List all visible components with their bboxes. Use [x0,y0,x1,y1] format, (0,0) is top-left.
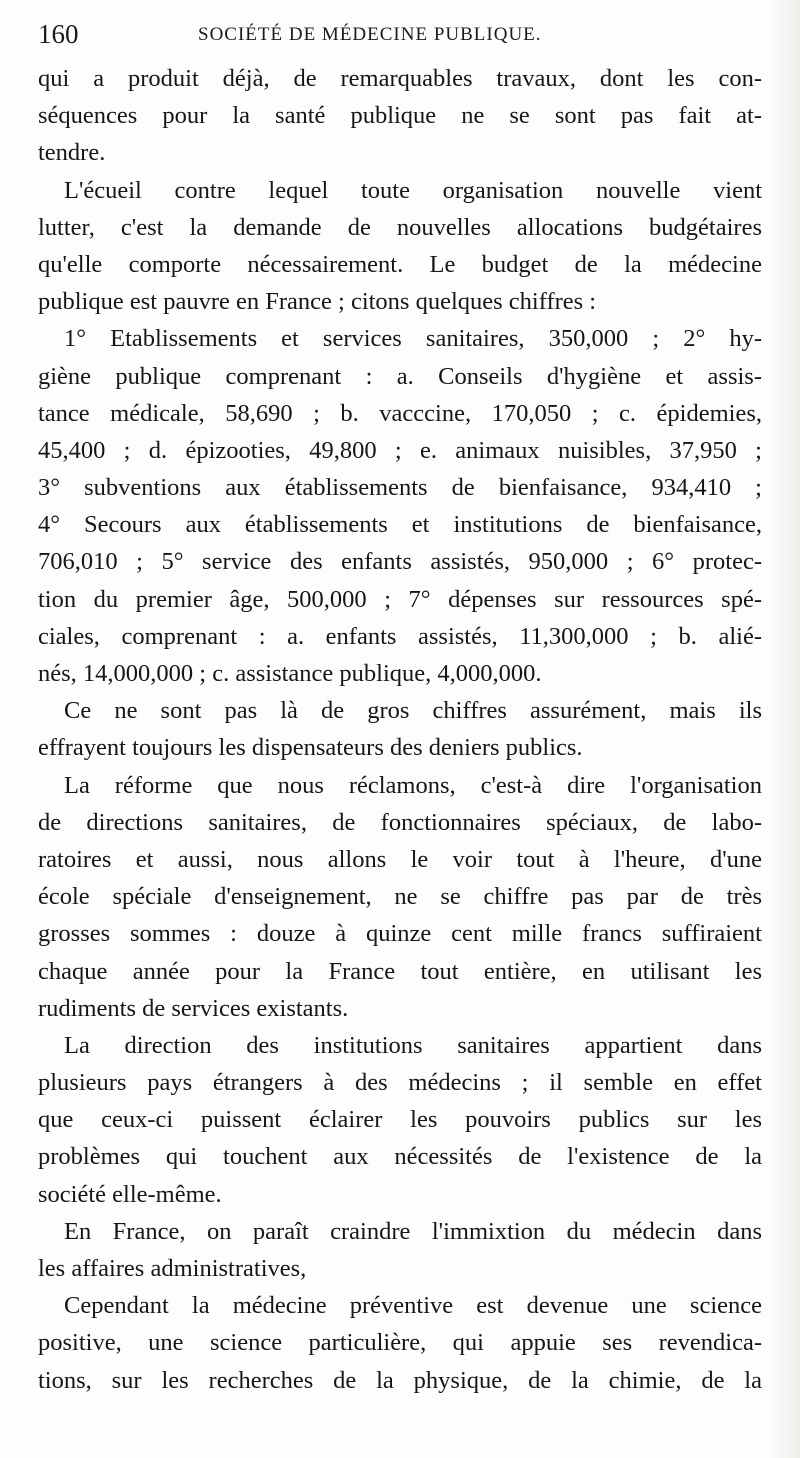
text-line: Ce ne sont pas là de gros chiffres assurément, mais ils [64,697,762,725]
page-edge-shadow [766,0,800,1458]
text-line: de directions sanitaires, de fonctionnaires spéciaux, de labo- [38,808,762,836]
text-line: positive, une science particulière, qui appuie ses revendica- [38,1329,762,1357]
text-line: giène publique comprenant : a. Conseils d'hygiène et assis- [38,362,762,390]
text-line: chaque année pour la France tout entière, en utilisant les [38,957,762,985]
paragraph [38,692,762,766]
text-line: tion du premier âge, 500,000 ; 7° dépenses sur ressources spé- [38,585,762,613]
paragraph [38,1027,762,1213]
text-line: Cependant la médecine préventive est devenue une science [64,1292,762,1320]
page-header [38,18,758,50]
text-line: 706,010 ; 5° service des enfants assistés, 950,000 ; 6° protec- [38,548,762,576]
text-line: société elle-même. [38,1180,222,1208]
text-line: 45,400 ; d. épizooties, 49,800 ; e. animaux nuisibles, 37,950 ; [38,436,762,464]
text-line: tions, sur les recherches de la physique, de la chimie, de la [38,1366,762,1394]
paragraph [38,1287,762,1399]
text-line: ciales, comprenant : a. enfants assistés, 11,300,000 ; b. alié- [38,622,762,650]
page-number: 160 [38,19,79,49]
body-text [38,60,762,1399]
text-line: tance médicale, 58,690 ; b. vacccine, 170,050 ; c. épidemies, [38,399,762,427]
paragraph [38,172,762,321]
text-line: 4° Secours aux établissements et institutions de bienfaisance, [38,511,762,539]
text-line: séquences pour la santé publique ne se sont pas fait at- [38,102,762,130]
running-head: SOCIÉTÉ DE MÉDECINE PUBLIQUE. [198,24,542,45]
paragraph [38,320,762,692]
text-line: ratoires et aussi, nous allons le voir tout à l'heure, d'une [38,845,762,873]
text-line: grosses sommes : douze à quinze cent mille francs suffiraient [38,920,762,948]
text-line: rudiments de services existants. [38,994,349,1022]
text-line: nés, 14,000,000 ; c. assistance publique, 4,000,000. [38,660,542,687]
text-line: En France, on paraît craindre l'immixtion du médecin dans [64,1217,762,1245]
text-line: 1° Etablissements et services sanitaires, 350,000 ; 2° hy- [64,325,762,353]
text-line: La réforme que nous réclamons, c'est-à dire l'organisation [64,771,762,799]
text-line: L'écueil contre lequel toute organisation nouvelle vient [64,176,762,204]
text-line: qui a produit déjà, de remarquables travaux, dont les con- [38,65,762,92]
text-line: problèmes qui touchent aux nécessités de l'existence de la [38,1143,762,1171]
text-line: La direction des institutions sanitaires appartient dans [64,1031,762,1059]
paragraph [38,60,762,172]
text-line: lutter, c'est la demande de nouvelles allocations budgétaires [38,213,762,241]
text-line: qu'elle comporte nécessairement. Le budget de la médecine [38,250,762,278]
text-line: école spéciale d'enseignement, ne se chiffre pas par de très [38,883,762,911]
text-line: les affaires administratives, [38,1255,307,1282]
text-line: plusieurs pays étrangers à des médecins ; il semble en effet [38,1069,762,1097]
text-line: que ceux-ci puissent éclairer les pouvoirs publics sur les [38,1106,762,1134]
text-line: effrayent toujours les dispensateurs des deniers publics. [38,734,583,762]
paragraph [38,767,762,1027]
text-line: tendre. [38,139,106,167]
text-line: 3° subventions aux établissements de bienfaisance, 934,410 ; [38,474,762,502]
text-line: publique est pauvre en France ; citons quelques chiffres : [38,288,597,316]
paragraph [38,1213,762,1287]
